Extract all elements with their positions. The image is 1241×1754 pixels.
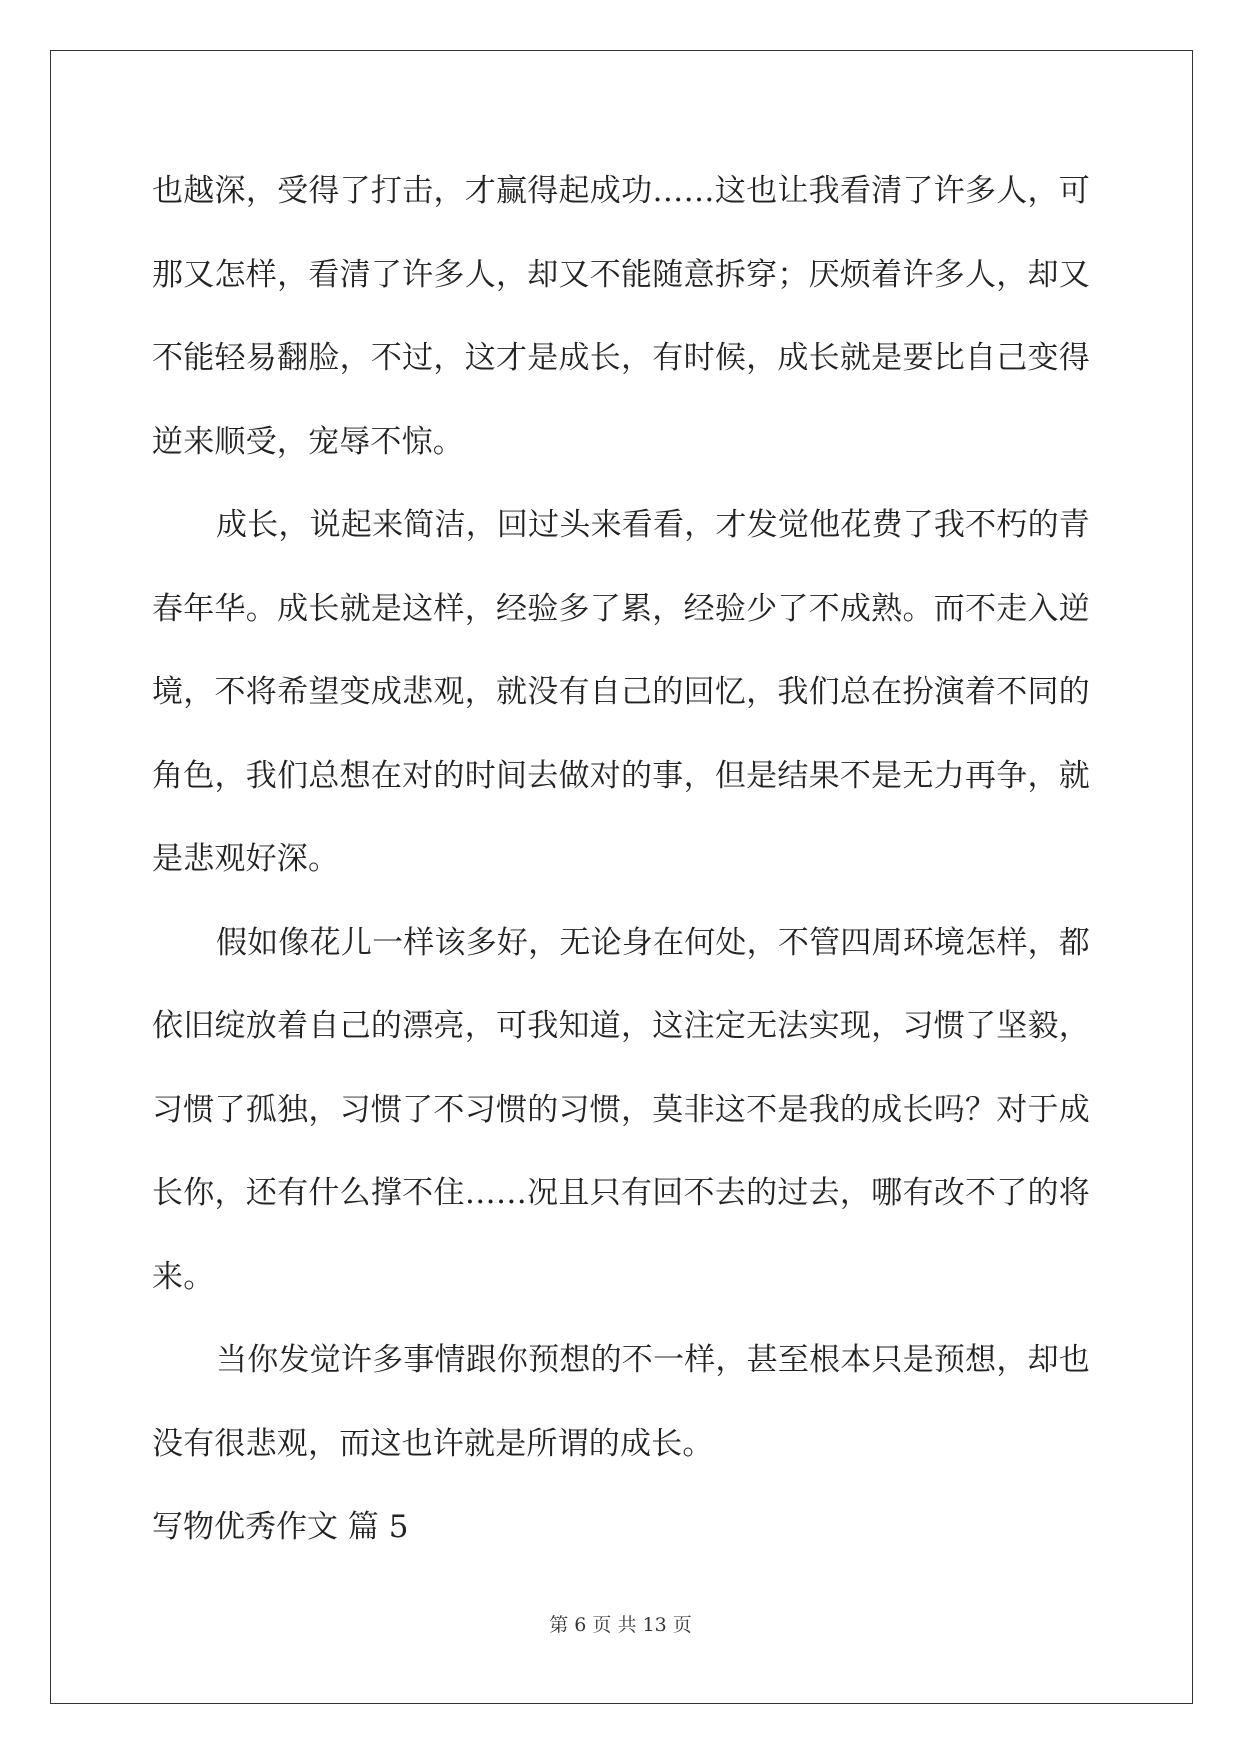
text-line: 是悲观好深。 [152, 841, 340, 877]
text-line: 长你，还有什么撑不住……况且只有回不去的过去，哪有改不了的将 [152, 1175, 1090, 1211]
text-line: 也越深，受得了打击，才赢得起成功……这也让我看清了许多人，可 [152, 173, 1090, 209]
text-line: 角色，我们总想在对的时间去做对的事，但是结果不是无力再争，就 [152, 757, 1090, 794]
text-line: 成长，说起来简洁，回过头来看看，才发觉他花费了我不朽的青 [216, 507, 1090, 543]
text-line: 依旧绽放着自己的漂亮，可我知道，这注定无法实现，习惯了坚毅， [152, 1008, 1090, 1044]
document-body [152, 150, 1090, 1570]
text-line: 不能轻易翻脸，不过，这才是成长，有时候，成长就是要比自己变得 [152, 340, 1090, 376]
text-line: 逆来顺受，宠辱不惊。 [152, 423, 464, 460]
text-line: 假如像花儿一样该多好，无论身在何处，不管四周环境怎样，都 [216, 924, 1090, 961]
page-number: 第 6 页 共 13 页 [549, 1614, 692, 1636]
text-line: 那又怎样，看清了许多人，却又不能随意拆穿；厌烦着许多人，却又 [152, 256, 1090, 293]
text-line: 春年华。成长就是这样，经验多了累，经验少了不成熟。而不走入逆 [152, 590, 1090, 627]
text-line: 习惯了孤独，习惯了不习惯的习惯，莫非这不是我的成长吗？对于成 [152, 1091, 1090, 1128]
text-line: 来。 [152, 1258, 215, 1295]
text-line: 当你发觉许多事情跟你预想的不一样，甚至根本只是预想，却也 [216, 1342, 1090, 1378]
section-heading: 写物优秀作文 篇 5 [152, 1509, 409, 1545]
text-line: 没有很悲观，而这也许就是所谓的成长。 [152, 1425, 714, 1462]
text-line: 境，不将希望变成悲观，就没有自己的回忆，我们总在扮演着不同的 [152, 674, 1090, 710]
